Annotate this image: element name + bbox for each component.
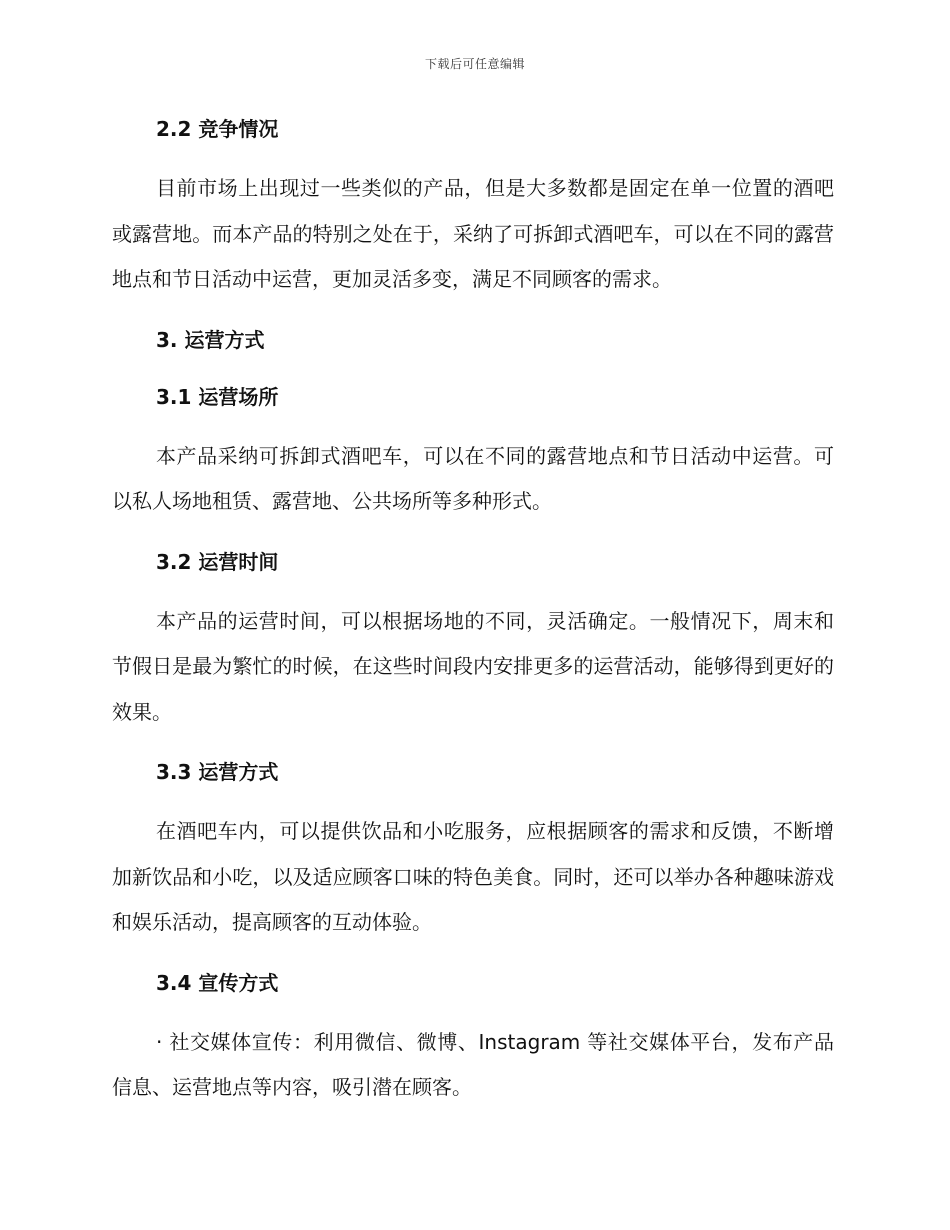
- section-paragraph-3-4: · 社交媒体宣传：利用微信、微博、Instagram 等社交媒体平台，发布产品信息、运营地点等内容，吸引潜在顾客。: [112, 1029, 834, 1099]
- section-heading-3-4: 3.4 宣传方式: [156, 970, 279, 995]
- section-heading-3: 3. 运营方式: [156, 327, 265, 352]
- section-heading-3-2: 3.2 运营时间: [156, 549, 279, 574]
- section-paragraph-3-1: 本产品采纳可拆卸式酒吧车，可以在不同的露营地点和节日活动中运营。可以私人场地租赁、露营地、公共场所等多种形式。: [112, 443, 834, 513]
- section-heading-2-2: 2.2 竞争情况: [156, 117, 279, 141]
- document-body: [112, 109, 834, 1111]
- page-header-note: 下载后可任意编辑: [424, 57, 525, 71]
- section-paragraph-3-3: 在酒吧车内，可以提供饮品和小吃服务，应根据顾客的需求和反馈，不断增加新饮品和小吃，以及适应顾客口味的特色美食。同时，还可以举办各种趣味游戏和娱乐活动，提高顾客的互动体验。: [112, 819, 834, 934]
- section-heading-3-1: 3.1 运营场所: [156, 384, 279, 409]
- section-heading-3-3: 3.3 运营方式: [156, 760, 279, 784]
- section-paragraph-2-2: 目前市场上出现过一些类似的产品，但是大多数都是固定在单一位置的酒吧或露营地。而本产品的特别之处在于，采纳了可拆卸式酒吧车，可以在不同的露营地点和节日活动中运营，更加灵活多变，满足不同顾客的需求。: [112, 176, 834, 291]
- section-paragraph-3-2: 本产品的运营时间，可以根据场地的不同，灵活确定。一般情况下，周末和节假日是最为繁忙的时候，在这些时间段内安排更多的运营活动，能够得到更好的效果。: [112, 608, 834, 724]
